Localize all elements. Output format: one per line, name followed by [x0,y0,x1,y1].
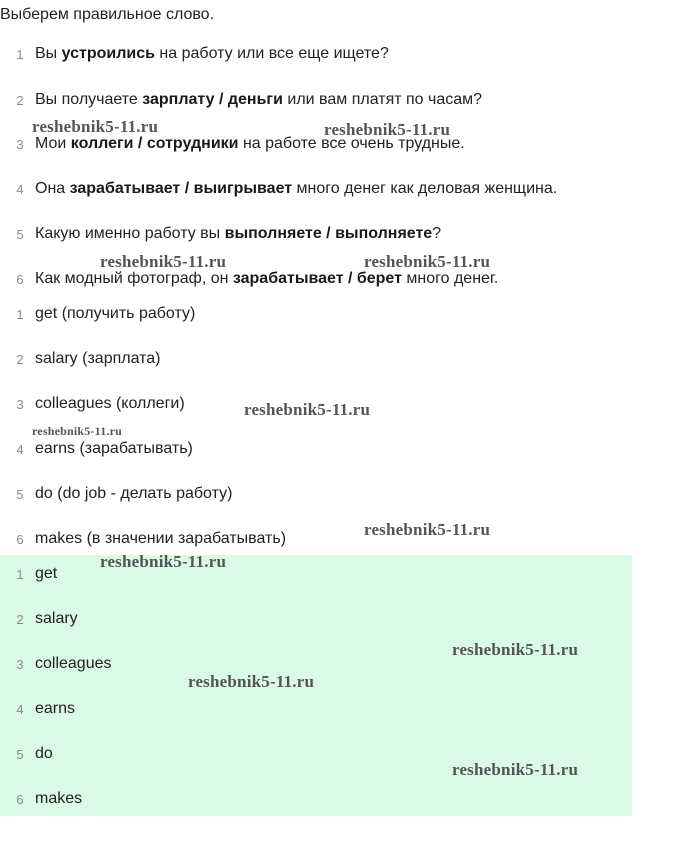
explanation-text: do (do job - делать работу) [35,485,233,502]
question-number: 3 [16,136,24,152]
explanation-row [0,392,185,416]
question-number: 4 [16,181,24,197]
answer-row [0,697,75,721]
answer-number: 2 [16,611,24,627]
answer-number: 6 [16,791,24,807]
question-text: Вы устроились на работу или все еще ищете? [35,45,389,62]
watermark: reshebnik5-11.ru [364,520,491,539]
answer-row [0,562,57,586]
question-number: 6 [16,271,24,287]
watermark: reshebnik5-11.ru [100,552,227,571]
watermark: reshebnik5-11.ru [452,760,579,779]
explanation-row [0,302,195,326]
explanation-row [0,482,232,506]
answer-text: makes [35,790,83,807]
answer-row [0,652,112,676]
answer-row [0,742,53,766]
explanation-text: colleagues (коллеги) [35,395,185,412]
question-number: 2 [16,92,24,108]
explanation-text: earns (зарабатывать) [35,440,193,457]
answer-text: earns [35,700,76,717]
watermark: reshebnik5-11.ru [452,640,579,659]
watermark: reshebnik5-11.ru [100,252,227,271]
explanation-number: 1 [16,306,24,322]
question-text: Какую именно работу вы выполняете / выполняете? [35,225,442,242]
question-text: Мои коллеги / сотрудники на работе все очень трудные. [35,135,465,152]
question-number: 1 [16,46,24,62]
answer-number: 3 [16,656,24,672]
explanation-text: get (получить работу) [35,305,196,322]
explanation-number: 6 [16,531,24,547]
answer-number: 5 [16,746,24,762]
question-text: Вы получаете зарплату / деньги или вам платят по часам? [35,91,483,108]
question-row [0,222,441,246]
watermark: reshebnik5-11.ru [32,117,159,136]
watermark: reshebnik5-11.ru [244,400,371,419]
answer-text: colleagues [35,655,112,672]
question-row [0,42,389,66]
explanation-number: 3 [16,396,24,412]
explanation-row [0,437,193,461]
explanation-number: 4 [16,441,24,457]
answer-number: 4 [16,701,24,717]
answer-row [0,787,82,811]
question-text: Она зарабатывает / выигрывает много денег как деловая женщина. [35,180,558,197]
question-row [0,177,557,201]
question-number: 5 [16,226,24,242]
answer-number: 1 [16,566,24,582]
explanation-row [0,527,286,551]
answer-text: do [35,745,53,762]
explanation-number: 2 [16,351,24,367]
explanation-text: makes (в значении зарабатывать) [35,530,287,547]
question-row [0,88,482,112]
answer-row [0,607,78,631]
explanation-number: 5 [16,486,24,502]
watermark: reshebnik5-11.ru [32,424,122,438]
question-text: Как модный фотограф, он зарабатывает / берет много денег. [35,270,499,287]
answer-text: get [35,565,58,582]
watermark: reshebnik5-11.ru [188,672,315,691]
watermark: reshebnik5-11.ru [364,252,491,271]
intro-text: Выберем правильное слово. [0,6,215,23]
explanation-row [0,347,161,371]
answer-text: salary [35,610,78,627]
watermark: reshebnik5-11.ru [324,120,451,139]
explanation-text: salary (зарплата) [35,350,161,367]
